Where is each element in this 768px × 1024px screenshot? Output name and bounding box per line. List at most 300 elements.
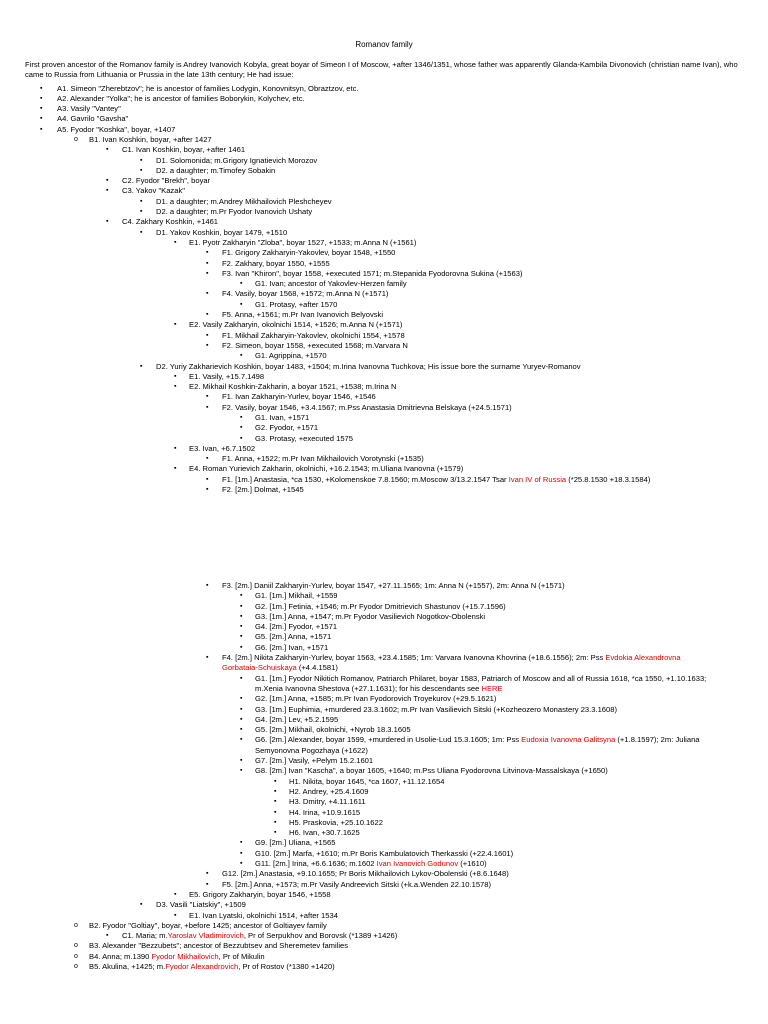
bullet-icon: ▪ [274,829,277,837]
bullet-icon: ▪ [40,125,43,133]
entry-text [122,176,210,186]
entry-text [57,125,175,135]
entry-label: D2. Yuriy Zakharievich Koshkin, boyar 1483, +1504; m.Irina Ivanovna Tuchkova; His issue bore the surname Yuryev-Romanov [156,361,581,371]
tree-entry [0,485,768,495]
entry-text [255,746,368,756]
entry-text [222,653,681,663]
tree-entry [0,94,768,104]
entry-text [189,238,416,248]
entry-text [255,643,328,653]
family-tree-upper [0,84,768,496]
entry-label: F5. Anna, +1561; m.Pr Ivan Ivanovich Belyovski [222,310,384,320]
entry-text [156,228,287,238]
tree-entry [0,911,768,921]
tree-entry [0,362,768,372]
entry-label: F4. Vasily, boyar 1568, +1572; m.Anna N (+1571) [222,289,389,299]
entry-text [222,331,405,341]
entry-text [255,694,496,704]
entry-label: G1. Ivan, +1571 [255,413,310,422]
bullet-icon: ▪ [206,475,209,483]
tree-entry [0,176,768,186]
bullet-icon: ▪ [240,849,243,857]
bullet-icon: ▪ [140,901,143,909]
entry-text [289,828,360,838]
entry-text [89,962,335,972]
tree-entry [0,279,768,289]
entry-label: F4. [2m.] Nikita Zakharyin-Yurlev, boyar 1563, +23.4.1585; 1m: Varvara Ivanovna Khovrina (+18.6.1556); 2m: Pss [222,653,606,663]
tree-entry [0,880,768,890]
entry-text [222,663,338,673]
tree-entry [0,114,768,124]
tree-entry [0,197,768,207]
entry-label: B2. Fyodor "Goltiay", boyar, +before 1425; ancestor of Goltiayev family [89,920,327,930]
bullet-icon: ▪ [240,715,243,723]
entry-text [89,921,327,931]
entry-text [255,859,487,869]
tree-entry [0,156,768,166]
tree-entry [0,952,768,962]
tree-entry [0,392,768,402]
bullet-icon: ▪ [206,311,209,319]
entry-label: A4. Gavrilo "Gavsha" [57,114,129,124]
bullet-icon: ▪ [106,218,109,226]
bullet-icon: ▪ [274,808,277,816]
bullet-icon: ▪ [240,839,243,847]
entry-text [255,684,503,694]
bullet-icon: ▪ [40,94,43,102]
tree-entry [0,434,768,444]
bullet-icon: ▪ [240,633,243,641]
entry-label: G7. [2m.] Vasily, +Pelym 15.2.1601 [255,756,374,766]
entry-label: A5. Fyodor "Koshka", boyar, +1407 [57,124,176,134]
bullet-icon: ▪ [140,197,143,205]
bullet-icon: ▪ [206,880,209,888]
entry-text [255,300,337,310]
tree-entry [0,715,768,725]
entry-text [222,289,388,299]
entry-label: E5. Grigory Zakharyin, boyar 1546, +1558 [189,889,331,899]
entry-label: D3. Vasili "Liatskiy", +1509 [156,900,246,910]
entry-label: G6. [2m.] Alexander, boyar 1599, +murdered in Usolie-Lud 15.3.1605; 1m: Pss [255,735,522,745]
tree-entry [0,828,768,838]
tree-entry [0,135,768,145]
entry-suffix: (+1610) [458,859,487,869]
bullet-icon: o [74,952,78,960]
entry-label: G1. [1m.] Fyodor Nikitich Romanov, Patriarch Philaret, boyar 1583, Patriarch of Moscow and all of Russia 1618, *ca 1550, +1.10.1633; [255,673,707,683]
entry-label: C4. Zakhary Koshkin, +1461 [122,217,219,227]
entry-label: C1. Ivan Koshkin, boyar, +after 1461 [122,145,246,155]
tree-entry [0,900,768,910]
entry-text [222,259,330,269]
entry-label: B5. Akulina, +1425; m. [89,961,166,971]
bullet-icon: ▪ [174,890,177,898]
bullet-icon: ▪ [240,757,243,765]
entry-text [255,591,338,601]
entry-text [222,310,383,320]
entry-suffix: , Pr of Serpukhov and Borovsk (*1389 +1426) [243,931,398,941]
entry-label: F5. [2m.] Anna, +1573; m.Pr Vasily Andreevich Sitski (+k.a.Wenden 22.10.1578) [222,879,492,889]
entry-label: F1. [1m.] Anastasia, *ca 1530, +Kolomenskoe 7.8.1560; m.Moscow 3/13.2.1547 Tsar [222,474,509,484]
bullet-icon: ▪ [106,932,109,940]
entry-label: D1. Yakov Koshkin, boyar 1479, +1510 [156,227,288,237]
tree-entry [0,300,768,310]
entry-label: F1. Ivan Zakharyin-Yurlev, boyar 1546, +1546 [222,392,376,402]
bullet-icon: ▪ [206,486,209,494]
entry-label: G4. [2m.] Fyodor, +1571 [255,622,338,632]
entry-text [255,715,338,725]
tree-entry-continuation [0,746,768,756]
entry-text [255,766,608,776]
bullet-icon: ▪ [240,705,243,713]
entry-label: G6. [2m.] Ivan, +1571 [255,642,329,652]
tree-entry [0,643,768,653]
entry-label: B4. Anna; m.1390 [89,951,152,961]
entry-text [222,454,424,464]
entry-text [222,248,395,258]
entry-label: B1. Ivan Koshkin, boyar, +after 1427 [89,134,212,144]
entry-label: H6. Ivan, +30.7.1625 [289,828,360,838]
bullet-icon: ▪ [274,798,277,806]
entry-label: E1. Ivan Lyatski, okolnichi 1514, +after 1534 [189,910,338,920]
tree-entry [0,632,768,642]
bullet-icon: ▪ [206,249,209,257]
bullet-icon: ▪ [240,623,243,631]
entry-label: C3. Yakov "Kazak" [122,186,185,196]
entry-text [222,403,512,413]
person-link[interactable]: Eudoxia Ivanovna Galitsyna [521,735,616,745]
tree-entry [0,372,768,382]
entry-text [89,135,212,145]
tree-entry [0,186,768,196]
entry-text [255,602,506,612]
tree-entry [0,674,768,684]
tree-entry [0,217,768,227]
entry-label: A2. Alexander "Yolka"; he is ancestor of families Boborykin, Kolychev, etc. [57,93,305,103]
family-tree-lower [0,581,768,972]
tree-entry [0,797,768,807]
entry-label: F2. Zakhary, boyar 1550, +1555 [222,258,330,268]
tree-entry [0,331,768,341]
entry-text [222,475,650,485]
bullet-icon: o [74,921,78,929]
bullet-icon: ▪ [240,767,243,775]
tree-entry [0,818,768,828]
tree-entry [0,849,768,859]
entry-text [57,104,121,114]
tree-entry-continuation [0,663,768,673]
entry-label: D1. a daughter; m.Andrey Mikhailovich Pleshcheyev [156,196,332,206]
entry-suffix: (+4.4.1581) [296,663,338,673]
bullet-icon: ▪ [174,372,177,380]
bullet-icon: ▪ [240,434,243,442]
bullet-icon: ▪ [240,736,243,744]
bullet-icon: ▪ [274,777,277,785]
bullet-icon: ▪ [106,177,109,185]
tree-entry [0,705,768,715]
entry-text [222,269,522,279]
tree-entry [0,444,768,454]
tree-entry [0,238,768,248]
entry-label: C1. Maria; m. [122,931,168,941]
bullet-icon: ▪ [206,290,209,298]
entry-label: A1. Simeon "Zherebtzov"; he is ancestor of families Lodygin, Konovnitsyn, Obraztzov, etc. [57,83,359,93]
entry-label: H1. Nikita, boyar 1645, *ca 1607, +11.12.1654 [289,776,445,786]
bullet-icon: ▪ [240,424,243,432]
entry-text [222,341,408,351]
tree-entry [0,403,768,413]
entry-label: E2. Vasily Zakharyin, okolnichi 1514, +1526; m.Anna N (+1571) [189,320,403,330]
entry-text [222,485,304,495]
entry-text [156,900,246,910]
entry-label: G8. [2m.] Ivan "Kascha", a boyar 1605, +1640; m.Pss Uliana Fyodorovna Litvinova-Massalskaya (+1650) [255,766,608,776]
bullet-icon: ▪ [240,674,243,682]
person-link[interactable]: Ivan IV of Russia [508,474,567,484]
entry-text [289,797,366,807]
entry-suffix: , Pr of Mikulin [218,951,265,961]
entry-label: D1. Solomonida; m.Grigory Ignatievich Morozov [156,155,318,165]
entry-text [289,818,383,828]
bullet-icon: ▪ [174,911,177,919]
entry-label: D2. a daughter; m.Pr Fyodor Ivanovich Ushaty [156,207,313,217]
entry-text [255,705,617,715]
entry-label: G1. Ivan; ancestor of Yakovlev-Herzen family [255,279,407,289]
bullet-icon: ▪ [206,654,209,662]
tree-entry [0,145,768,155]
entry-text [255,351,327,361]
bullet-icon: ▪ [240,860,243,868]
entry-label: F1. Mikhail Zakharyin-Yakovlev, okolnichi 1554, +1578 [222,330,405,340]
entry-label: E1. Vasily, +15.7.1498 [189,371,265,381]
bullet-icon: ▪ [140,362,143,370]
entry-label: G9. [2m.] Uliana, +1565 [255,838,336,848]
person-link[interactable]: Gorbataia-Schuiskaya [222,663,297,673]
tree-entry [0,766,768,776]
bullet-icon: ▪ [240,695,243,703]
entry-text [189,372,264,382]
person-link[interactable]: Evdokia Alexandrovna [605,653,681,663]
entry-text [255,756,373,766]
entry-text [255,279,407,289]
bullet-icon: ▪ [174,465,177,473]
entry-text [255,612,485,622]
entry-text [189,911,338,921]
bullet-icon: ▪ [206,269,209,277]
tree-entry [0,475,768,485]
bullet-icon: ▪ [206,393,209,401]
entry-text [189,890,331,900]
bullet-icon: ▪ [240,352,243,360]
tree-entry [0,413,768,423]
entry-label: G5. [2m.] Mikhail, okolnichi, +Nyrob 18.3.1605 [255,725,411,735]
bullet-icon: ▪ [274,818,277,826]
entry-text [289,808,360,818]
entry-label: G11. [2m.] Irina, +6.6.1636; m.1602 [255,859,377,869]
tree-entry [0,591,768,601]
entry-label: G12. [2m.] Anastasia, +9.10.1655; Pr Boris Mikhailovich Lykov-Obolenski (+8.6.1648) [222,869,509,879]
entry-text [156,207,312,217]
tree-entry [0,962,768,972]
bullet-icon: ▪ [140,156,143,164]
tree-entry-continuation [0,684,768,694]
bullet-icon: ▪ [140,166,143,174]
entry-text [189,464,463,474]
entry-text [222,392,376,402]
bullet-icon: ▪ [240,612,243,620]
person-link[interactable]: Fyodor Alexandrovich [165,961,239,971]
bullet-icon: ▪ [206,259,209,267]
entry-label: m.Xenia Ivanovna Shestova (+27.1.1631); for his descendants see [255,683,482,693]
bullet-icon: ▪ [274,787,277,795]
entry-text [222,581,565,591]
person-link[interactable]: HERE [481,683,503,693]
bullet-icon: ▪ [174,238,177,246]
entry-label: F2. Vasily, boyar 1546, +3.4.1567; m.Pss Anastasia Dmitrievna Belskaya (+24.5.1571) [222,402,512,412]
bullet-icon: o [74,135,78,143]
bullet-icon: ▪ [240,643,243,651]
bullet-icon: ▪ [240,602,243,610]
person-link[interactable]: Ivan Ivanovich Godunov [376,859,459,869]
bullet-icon: ▪ [206,403,209,411]
entry-text [255,622,337,632]
tree-entry [0,602,768,612]
tree-entry [0,351,768,361]
bullet-icon: ▪ [240,300,243,308]
page-title: Romanov family [355,40,413,49]
tree-entry [0,248,768,258]
entry-suffix: (*25.8.1530 +18.3.1584) [566,474,651,484]
entry-label: A3. Vasily "Vantey" [57,104,121,114]
tree-entry [0,228,768,238]
tree-entry [0,931,768,941]
entry-text [255,413,309,423]
bullet-icon: ▪ [206,870,209,878]
tree-entry [0,464,768,474]
entry-text [255,674,706,684]
entry-label: E1. Pyotr Zakharyin "Zloba", boyar 1527, +1533; m.Anna N (+1561) [189,237,417,247]
entry-suffix: (+1.8.1597); 2m: Juliana [615,735,700,745]
entry-label: G4. [2m.] Lev, +5.2.1595 [255,714,339,724]
entry-text [57,84,359,94]
person-link[interactable]: Fyodor Mikhailovich [151,951,219,961]
entry-label: F1. Grigory Zakharyin-Yakovlev, boyar 1548, +1550 [222,248,396,258]
tree-entry [0,612,768,622]
tree-entry [0,104,768,114]
entry-text [255,838,335,848]
person-link[interactable]: Yaroslav Vladimirovich [167,931,244,941]
entry-text [156,166,275,176]
entry-text [255,725,411,735]
entry-label: G1. [1m.] Mikhail, +1559 [255,591,338,601]
entry-label: G1. Protasy, +after 1570 [255,299,338,309]
bullet-icon: ▪ [174,321,177,329]
tree-entry [0,921,768,931]
entry-text [222,869,509,879]
tree-entry [0,125,768,135]
entry-label: E4. Roman Yurievich Zakharin, okolnichi, +16.2.1543; m.Uliana Ivanovna (+1579) [189,464,464,474]
entry-text [255,423,318,433]
entry-text [122,217,218,227]
entry-label: C2. Fyodor "Brekh", boyar [122,176,211,186]
entry-text [289,777,444,787]
tree-entry [0,869,768,879]
entry-label: B3. Alexander "Bezzubets"; ancestor of Bezzubtsev and Sheremetev families [89,941,349,951]
entry-text [89,952,265,962]
entry-text [156,362,581,372]
entry-text [57,114,128,124]
entry-text [156,156,317,166]
bullet-icon: o [74,942,78,950]
bullet-icon: ▪ [40,84,43,92]
entry-label: H4. Irina, +10.9.1615 [289,807,361,817]
bullet-icon: o [74,962,78,970]
entry-label: F2. Simeon, boyar 1558, +executed 1568; m.Varvara N [222,340,408,350]
entry-label: G3. [1m.] Anna, +1547; m.Pr Fyodor Vasilievich Nogotkov-Obolenski [255,611,486,621]
entry-label: E2. Mikhail Koshkin-Zakharin, a boyar 1521, +1538; m.Irina N [189,382,397,392]
tree-entry [0,859,768,869]
bullet-icon: ▪ [140,208,143,216]
bullet-icon: ▪ [240,726,243,734]
entry-text [189,444,255,454]
entry-text [89,941,348,951]
bullet-icon: ▪ [206,341,209,349]
bullet-icon: ▪ [174,383,177,391]
tree-entry [0,166,768,176]
tree-entry [0,382,768,392]
entry-label: G3. Protasy, +executed 1575 [255,433,354,443]
entry-label: F2. [2m.] Dolmat, +1545 [222,485,304,495]
bullet-icon: ▪ [40,105,43,113]
tree-entry [0,941,768,951]
tree-entry [0,259,768,269]
entry-text [122,186,185,196]
entry-label: Semyonovna Pogozhaya (+1622) [255,745,368,755]
tree-entry [0,289,768,299]
tree-entry [0,320,768,330]
entry-label: H5. Praskovia, +25.10.1622 [289,817,383,827]
bullet-icon: ▪ [106,187,109,195]
tree-entry [0,423,768,433]
entry-label: G2. [1m.] Anna, +1585; m.Pr Ivan Fyodorovich Troyekurov (+29.5.1621) [255,694,497,704]
entry-label: G2. Fyodor, +1571 [255,423,319,433]
bullet-icon: ▪ [240,592,243,600]
tree-entry [0,735,768,745]
bullet-icon: ▪ [106,146,109,154]
bullet-icon: ▪ [140,228,143,236]
tree-entry [0,653,768,663]
tree-entry [0,207,768,217]
entry-label: G10. [2m.] Marfa, +1610; m.Pr Boris Kambulatovich Therkasski (+22.4.1601) [255,848,514,858]
entry-text [255,434,353,444]
entry-text [255,735,700,745]
tree-entry [0,890,768,900]
entry-text [122,931,397,941]
tree-entry [0,808,768,818]
entry-label: H2. Andrey, +25.4.1609 [289,786,369,796]
bullet-icon: ▪ [206,455,209,463]
entry-label: H3. Dmitry, +4.11.1611 [289,797,366,807]
entry-label: E3. Ivan, +6.7.1502 [189,443,256,453]
entry-label: G5. [2m.] Anna, +1571 [255,632,332,642]
entry-text [57,94,305,104]
entry-label: F3. Ivan "Khiron", boyar 1558, +executed 1571; m.Stepanida Fyodorovna Sukina (+1563) [222,268,523,278]
entry-text [189,320,402,330]
tree-entry [0,454,768,464]
entry-text [222,880,491,890]
entry-label: D2. a daughter; m.Timofey Sobakin [156,165,276,175]
tree-entry [0,269,768,279]
bullet-icon: ▪ [206,331,209,339]
entry-suffix: , Pr of Rostov (*1380 +1420) [238,961,335,971]
